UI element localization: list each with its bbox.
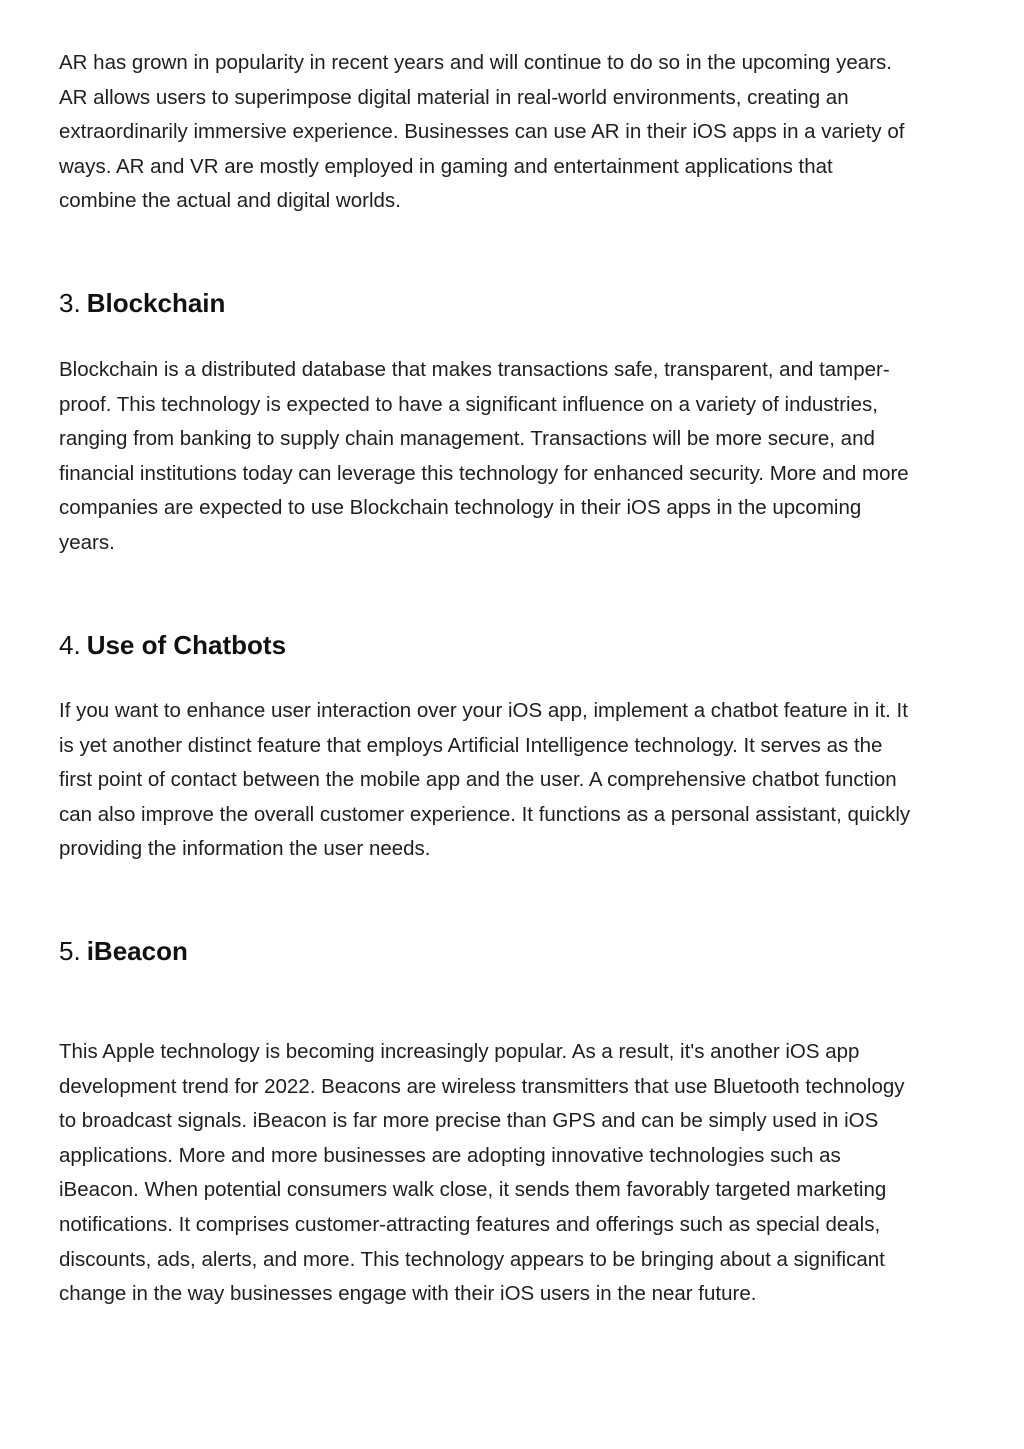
- section-paragraph-chatbots: If you want to enhance user interaction over your iOS app, implement a chatbot feature in it. It is yet another distinct feature that employs Artificial Intelligence technology. It serves as the first point of contact between the mobile app and the user. A comprehensive chatbot function can also improve the overall customer experience. It functions as a personal assistant, quickly providing the information the user needs.: [59, 699, 911, 861]
- section-number: 3.: [59, 288, 81, 318]
- section-heading-blockchain: [59, 287, 225, 319]
- section-title: Blockchain: [86, 288, 226, 318]
- section-heading-chatbots: [59, 629, 286, 661]
- intro-paragraph: AR has grown in popularity in recent years and will continue to do so in the upcoming years. AR allows users to superimpose digital material in real-world environments, creating an extraordinarily immersive experience. Businesses can use AR in their iOS apps in a variety of ways. AR and VR are mostly employed in gaming and entertainment applications that combine the actual and digital worlds.: [59, 51, 905, 213]
- section-number: 5.: [59, 936, 81, 966]
- section-title: iBeacon: [86, 936, 188, 966]
- section-paragraph-blockchain: Blockchain is a distributed database that makes transactions safe, transparent, and tamper- proof. This technology is expected to have a significant influence on a variety of industries, ranging from banking to supply chain management. Transactions will be more secure, and financial institutions today can leverage this technology for enhanced security. More and more companies are expected to use Blockchain technology in their iOS apps in the upcoming years.: [59, 358, 909, 554]
- section-heading-ibeacon: [59, 935, 188, 967]
- section-number: 4.: [59, 630, 81, 660]
- section-paragraph-ibeacon: This Apple technology is becoming increasingly popular. As a result, it's another iOS app development trend for 2022. Beacons are wireless transmitters that use Bluetooth technology to broadcast signals. iBeacon is far more precise than GPS and can be simply used in iOS applications. More and more businesses are adopting innovative technologies such as iBeacon. When potential consumers walk close, it sends them favorably targeted marketing notifications. It comprises customer-attracting features and offerings such as special deals, discounts, ads, alerts, and more. This technology appears to be bringing about a significant change in the way businesses engage with their iOS users in the near future.: [59, 1040, 905, 1306]
- section-title: Use of Chatbots: [86, 630, 287, 660]
